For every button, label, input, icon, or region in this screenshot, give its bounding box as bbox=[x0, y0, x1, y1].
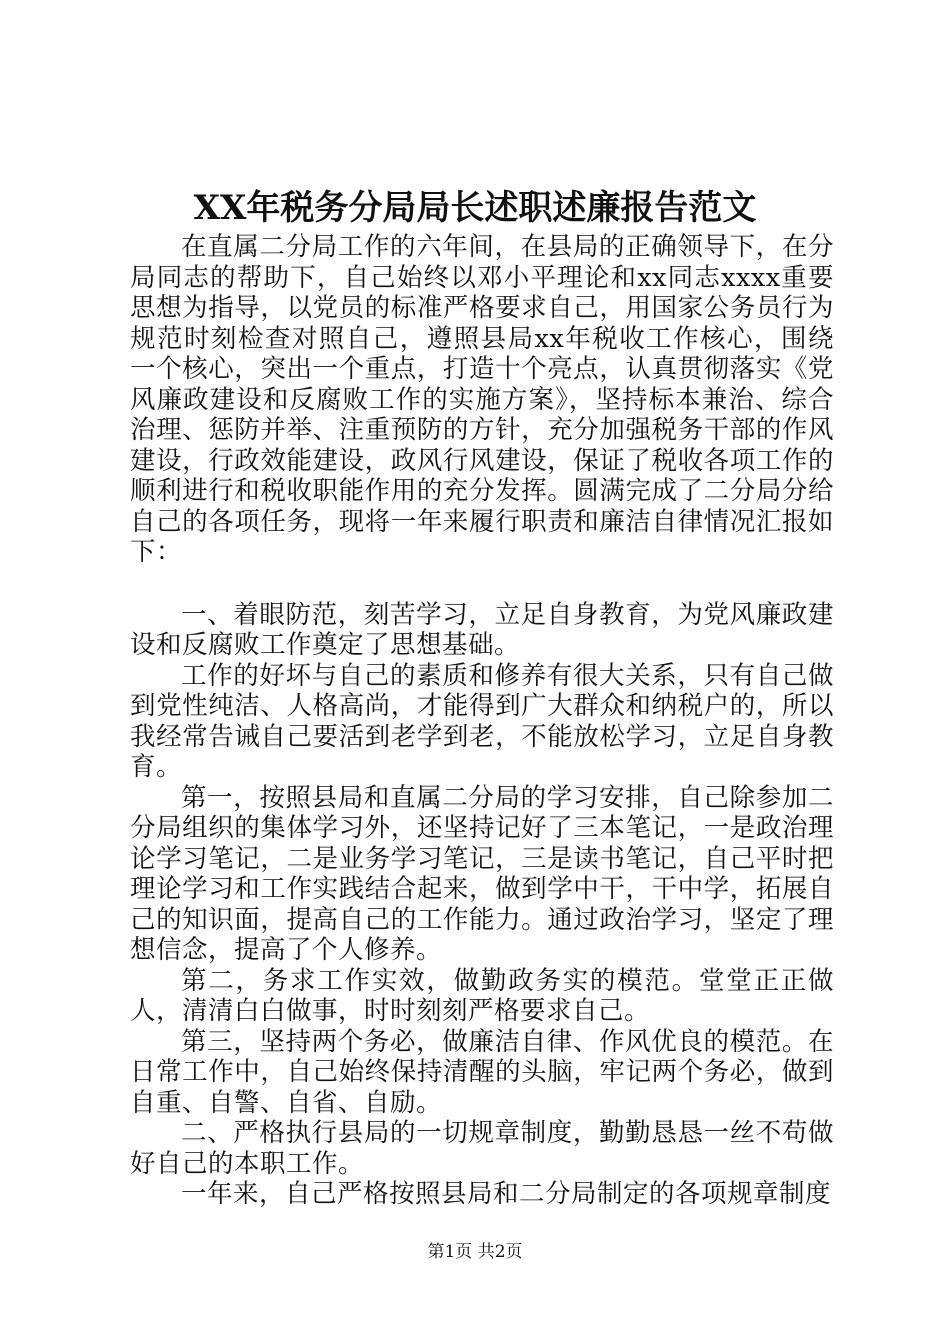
page-number-footer: 第1页 共2页 bbox=[427, 1242, 523, 1262]
paragraph: 第二，务求工作实效，做勤政务实的模范。堂堂正正做人，清清白白做事，时时刻刻严格要求自己。 bbox=[130, 965, 834, 1026]
paragraph-section-heading: 一、着眼防范，刻苦学习，立足自身教育，为党风廉政建设和反腐败工作奠定了思想基础。 bbox=[130, 599, 834, 660]
paragraph-intro: 在直属二分局工作的六年间，在县局的正确领导下，在分局同志的帮助下，自己始终以邓小平理论和xx同志xxxx重要思想为指导，以党员的标准严格要求自己，用国家公务员行为规范时刻检查对照自己，遵照县局xx年税收工作核心，围绕一个核心，突出一个重点，打造十个亮点，认真贯彻落实《党风廉政建设和反腐败工作的实施方案》，坚持标本兼治、综合治理、惩防并举、注重预防的方针，充分加强税务干部的作风建设，行政效能建设，政风行风建设，保证了税收各项工作的顺利进行和税收职能作用的充分发挥。圆满完成了二分局分给自己的各项任务，现将一年来履行职责和廉洁自律情况汇报如下： bbox=[130, 232, 834, 567]
paragraph-section-heading: 二、严格执行县局的一切规章制度，勤勤恳恳一丝不苟做好自己的本职工作。 bbox=[130, 1118, 834, 1179]
document-title: XX年税务分局局长述职述廉报告范文 bbox=[193, 188, 757, 228]
paragraph: 一年来，自己严格按照县局和二分局制定的各项规章制度 bbox=[181, 1179, 832, 1209]
paragraph: 第三，坚持两个务必，做廉洁自律、作风优良的模范。在日常工作中，自己始终保持清醒的头脑，牢记两个务必，做到自重、自警、自省、自励。 bbox=[130, 1026, 834, 1118]
paragraph: 工作的好坏与自己的素质和修养有很大关系，只有自己做到党性纯洁、人格高尚，才能得到广大群众和纳税户的，所以我经常告诫自己要活到老学到老，不能放松学习，立足自身教育。 bbox=[130, 660, 834, 782]
paragraph: 第一，按照县局和直属二分局的学习安排，自己除参加二分局组织的集体学习外，还坚持记好了三本笔记，一是政治理论学习笔记，二是业务学习笔记，三是读书笔记，自己平时把理论学习和工作实践结合起来，做到学中干，干中学，拓展自己的知识面，提高自己的工作能力。通过政治学习，坚定了理想信念，提高了个人修养。 bbox=[130, 782, 834, 965]
document-body bbox=[130, 232, 834, 1210]
